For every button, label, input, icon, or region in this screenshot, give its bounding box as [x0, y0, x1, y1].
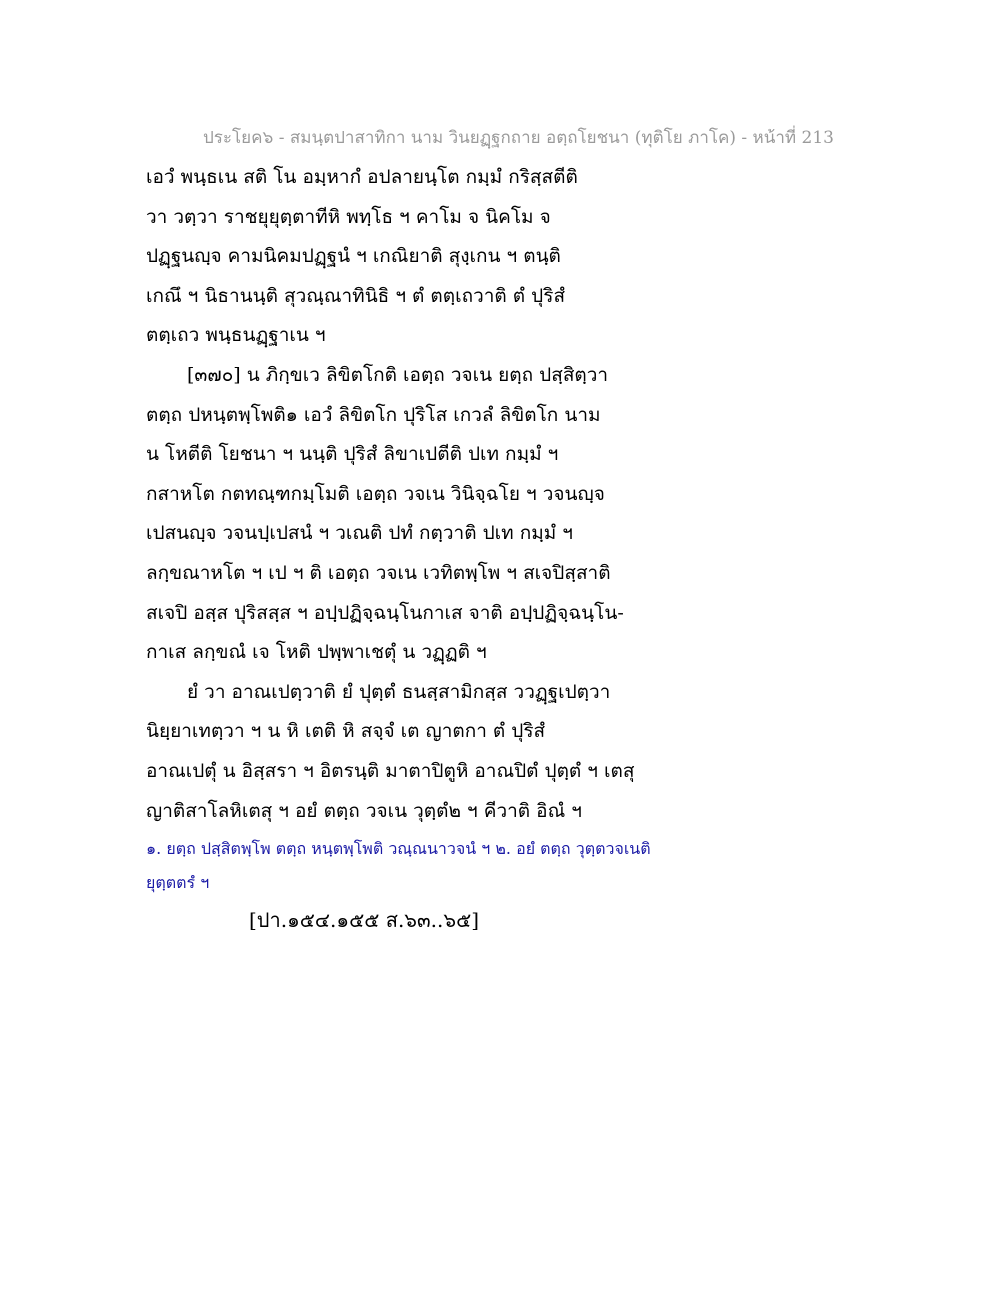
body-line: กสาหโต กตทณฺฑกมฺโมติ เอตฺถ วจเน วินิจฺฉโย ฯ วจนญฺจ	[146, 482, 605, 505]
body-line: นิยฺยาเทตฺวา ฯ น หิ เตติ หิ สจฺจํ เต ญาตกา ตํ ปุริสํ	[146, 720, 546, 743]
footnote-line: ยุตฺตตรํ ฯ	[146, 873, 210, 892]
footnotes	[146, 832, 706, 900]
body-line: ลกฺขณาหโต ฯ เป ฯ ติ เอตฺถ วจเน เวทิตพฺโพ ฯ สเจปิสฺสาติ	[146, 561, 611, 584]
paragraph-start-line: [๓๗๐] น ภิกฺขเว ลิขิตโกติ เอตฺถ วจเน ยตฺถ ปสฺสิตฺวา	[187, 363, 609, 386]
body-line: ปฏฺฐนญฺจ คามนิคมปฏฺฐนํ ฯ เกณิยาติ สุงฺเกน ฯ ตนฺติ	[146, 245, 561, 268]
body-line: น โหตีติ โยชนา ฯ นนฺติ ปุริสํ ลิขาเปตีติ ปเท กมฺมํ ฯ	[146, 443, 559, 466]
body-line: ญาติสาโลหิเตสุ ฯ อยํ ตตฺถ วจเน วุตฺตํ๒ ฯ คีวาติ อิณํ ฯ	[146, 799, 582, 822]
body-line: เกณึ ฯ นิธานนฺติ สุวณฺณาทินิธิ ฯ ตํ ตตฺเถวาติ ตํ ปุริสํ	[146, 284, 566, 307]
body-line: สเจปิ อสฺส ปุริสสฺส ฯ อปฺปฏิจฺฉนฺโนกาเส จาติ อปฺปฏิจฺฉนฺโน-	[146, 601, 624, 624]
body-line: วา วตฺวา ราชยุยุตฺตาทีหิ พทฺโธ ฯ คาโม จ นิคโม จ	[146, 205, 551, 228]
body-line: ตตฺถ ปหนฺตพฺโพติ๑ เอวํ ลิขิตโก ปุริโส เกวลํ ลิขิตโก นาม	[146, 403, 601, 426]
page-reference: [ปา.๑๕๔.๑๕๕ ส.๖๓..๖๕]	[249, 908, 480, 932]
paragraph-start-line: ยํ วา อาณเปตฺวาติ ยํ ปุตฺตํ ธนสฺสามิกสฺส ววฏฺฐเปตฺวา	[187, 680, 611, 703]
page-header: ประโยค๖ - สมนฺตปาสาทิกา นาม วินยฏฺฐกถาย อตฺถโยชนา (ทุติโย ภาโค) - หน้าที่ 213	[203, 128, 834, 148]
body-line: เปสนญฺจ วจนปฺเปสนํ ฯ วเณติ ปทํ กตฺวาติ ปเท กมฺมํ ฯ	[146, 522, 573, 545]
body-line: กาเส ลกฺขณํ เจ โหติ ปพฺพาเชตุํ น วฏฺฏติ ฯ	[146, 641, 487, 664]
body-line: ตตฺเถว พนฺธนฏฺฐาเน ฯ	[146, 324, 326, 347]
body-text	[146, 158, 706, 831]
footnote-line: ๑. ยตฺถ ปสฺสิตพฺโพ ตตฺถ หนฺตพฺโพติ วณฺณนาวจนํ ฯ ๒. อยํ ตตฺถ วุตฺตวจเนติ	[146, 839, 651, 858]
body-line: เอวํ พนฺธเน สติ โน อมฺหากํ อปลายนฺโต กมฺมํ กริสฺสตีติ	[146, 166, 578, 188]
body-line: อาณเปตุํ น อิสฺสรา ฯ อิตรนฺติ มาตาปิตูหิ อาณปิตํ ปุตฺตํ ฯ เตสุ	[146, 759, 635, 782]
